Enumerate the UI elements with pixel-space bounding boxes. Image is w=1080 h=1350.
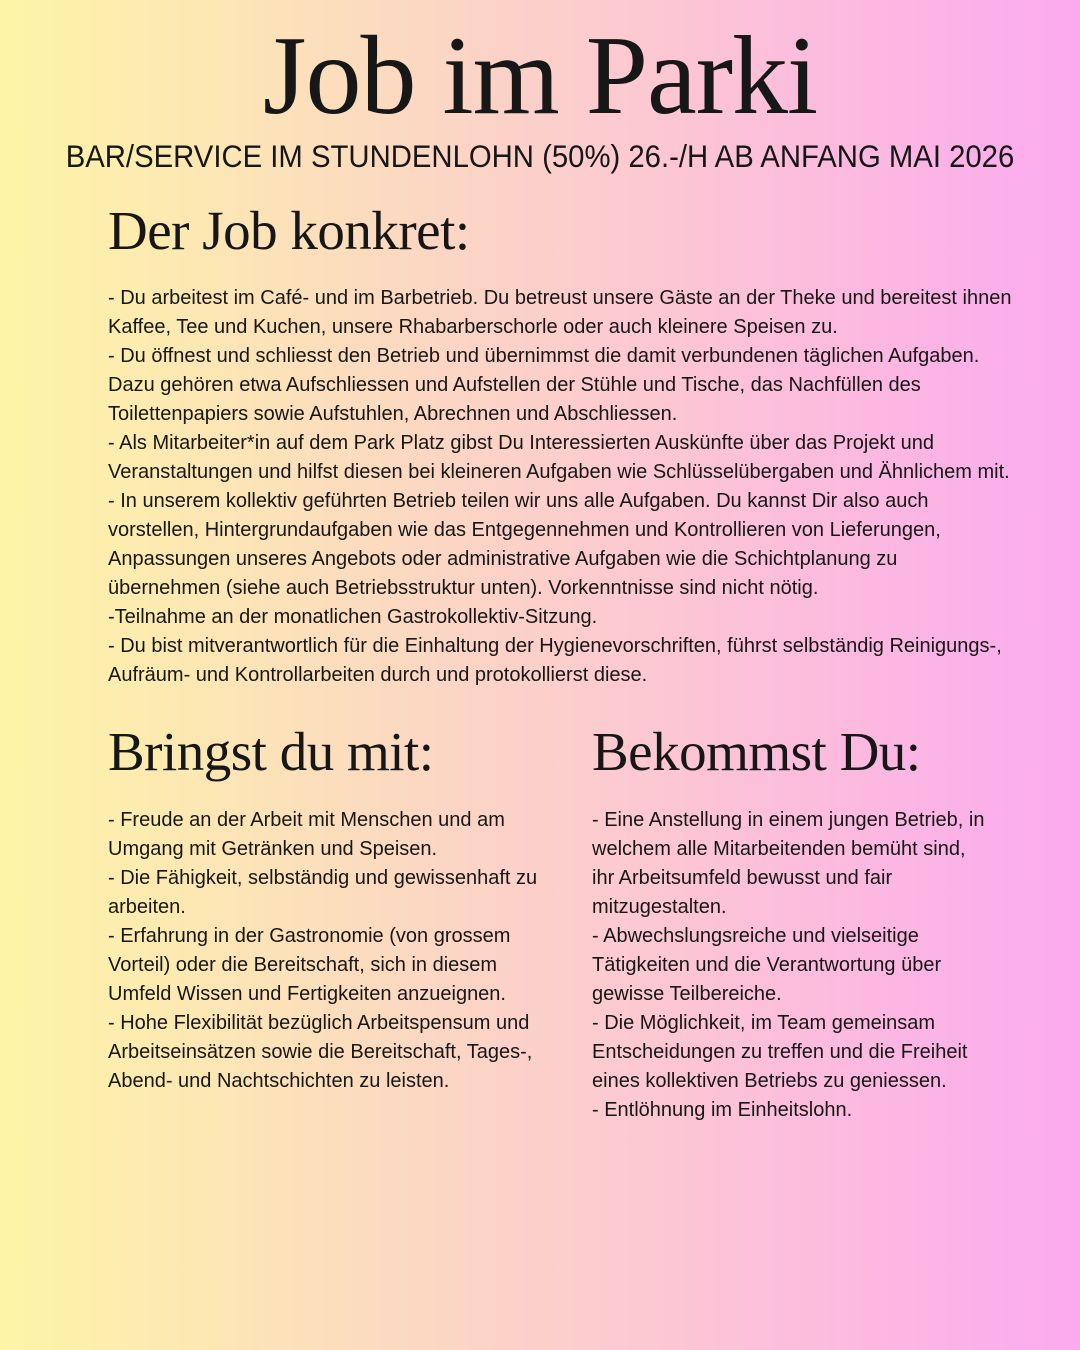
bullet-item: - Du bist mitverantwortlich für die Einhaltung der Hygienevorschriften, führst selbständig Reinigungs-, Aufräum- und Kontrollarbeiten durch und protokollierst diese. [108,634,1002,686]
poster-content [0,201,1080,1125]
poster-header [0,14,1080,175]
bullet-item: - Freude an der Arbeit mit Menschen und am Umgang mit Getränken und Speisen. [108,809,505,861]
bullet-item: - Du öffnest und schliesst den Betrieb und übernimmst die damit verbundenen täglichen Aufgaben. Dazu gehören etwa Aufschliessen und Aufstellen der Stühle und Tische, das Nachfüllen des Toilettenpapiers sowie Aufstuhlen, Abrechnen und Abschliessen. [108,344,980,425]
requirements-heading: Bringst du mit: [108,720,434,782]
bullet-item: - Die Möglichkeit, im Team gemeinsam Entscheidungen zu treffen und die Freiheit eines kollektiven Betriebs zu geniessen. [592,1012,968,1093]
bullet-item: - Entlöhnung im Einheitslohn. [592,1099,853,1122]
bullet-item: - Die Fähigkeit, selbständig und gewissenhaft zu arbeiten. [108,867,538,919]
poster-subtitle-row [0,138,1080,176]
requirements-bullet-list [108,806,538,1096]
job-details-heading: Der Job konkret: [108,200,470,262]
bullet-item: - Als Mitarbeiter*in auf dem Park Platz gibst Du Interessierten Auskünfte über das Projekt und Veranstaltungen und hilfst diesen bei kleineren Aufgaben wie Schlüsselübergaben und Ähnlichem mit. [108,431,1010,483]
benefits-bullet-list [592,806,990,1125]
bullet-item: - In unserem kollektiv geführten Betrieb teilen wir uns alle Aufgaben. Du kannst Dir also auch vorstellen, Hintergrundaufgaben wie das Entgegennehmen und Kontrollieren von Lieferungen, Anpassungen unseres Angebots oder administrative Aufgaben wie die Schichtplanung zu übernehmen (siehe auch Betriebsstruktur unten). Vorkenntnisse sind nicht nötig. [108,489,941,599]
bullet-item: - Erfahrung in der Gastronomie (von grossem Vorteil) oder die Bereitschaft, sich in diesem Umfeld Wissen und Fertigkeiten anzueignen. [108,925,511,1006]
benefits-heading: Bekommst Du: [592,720,921,782]
poster-title: Job im Parki [262,14,818,138]
section-job-details [108,201,1020,690]
bullet-item: - Abwechslungsreiche und vielseitige Tätigkeiten und die Verantwortung über gewisse Teilbereiche. [592,925,942,1006]
bullet-item: - Eine Anstellung in einem jungen Betrieb, in welchem alle Mitarbeitenden bemüht sind, ihr Arbeitsumfeld bewusst und fair mitzugestalten. [592,809,985,919]
bullet-item: - Du arbeitest im Café- und im Barbetrieb. Du betreust unsere Gäste an der Theke und bereitest ihnen Kaffee, Tee und Kuchen, unsere Rhabarberschorle oder auch kleinere Speisen zu. [108,286,1012,338]
section-benefits [592,722,990,1126]
two-column-area [108,722,1020,1126]
poster-subtitle: BAR/SERVICE IM STUNDENLOHN (50%) 26.-/H AB ANFANG MAI 2026 [65,137,1015,174]
job-details-bullet-list [108,284,1013,690]
bullet-item: -Teilnahme an der monatlichen Gastrokollektiv-Sitzung. [108,605,598,628]
section-requirements [108,722,538,1126]
bullet-item: - Hohe Flexibilität bezüglich Arbeitspensum und Arbeitseinsätzen sowie die Bereitschaft, Tages-, Abend- und Nachtschichten zu leisten. [108,1012,533,1093]
